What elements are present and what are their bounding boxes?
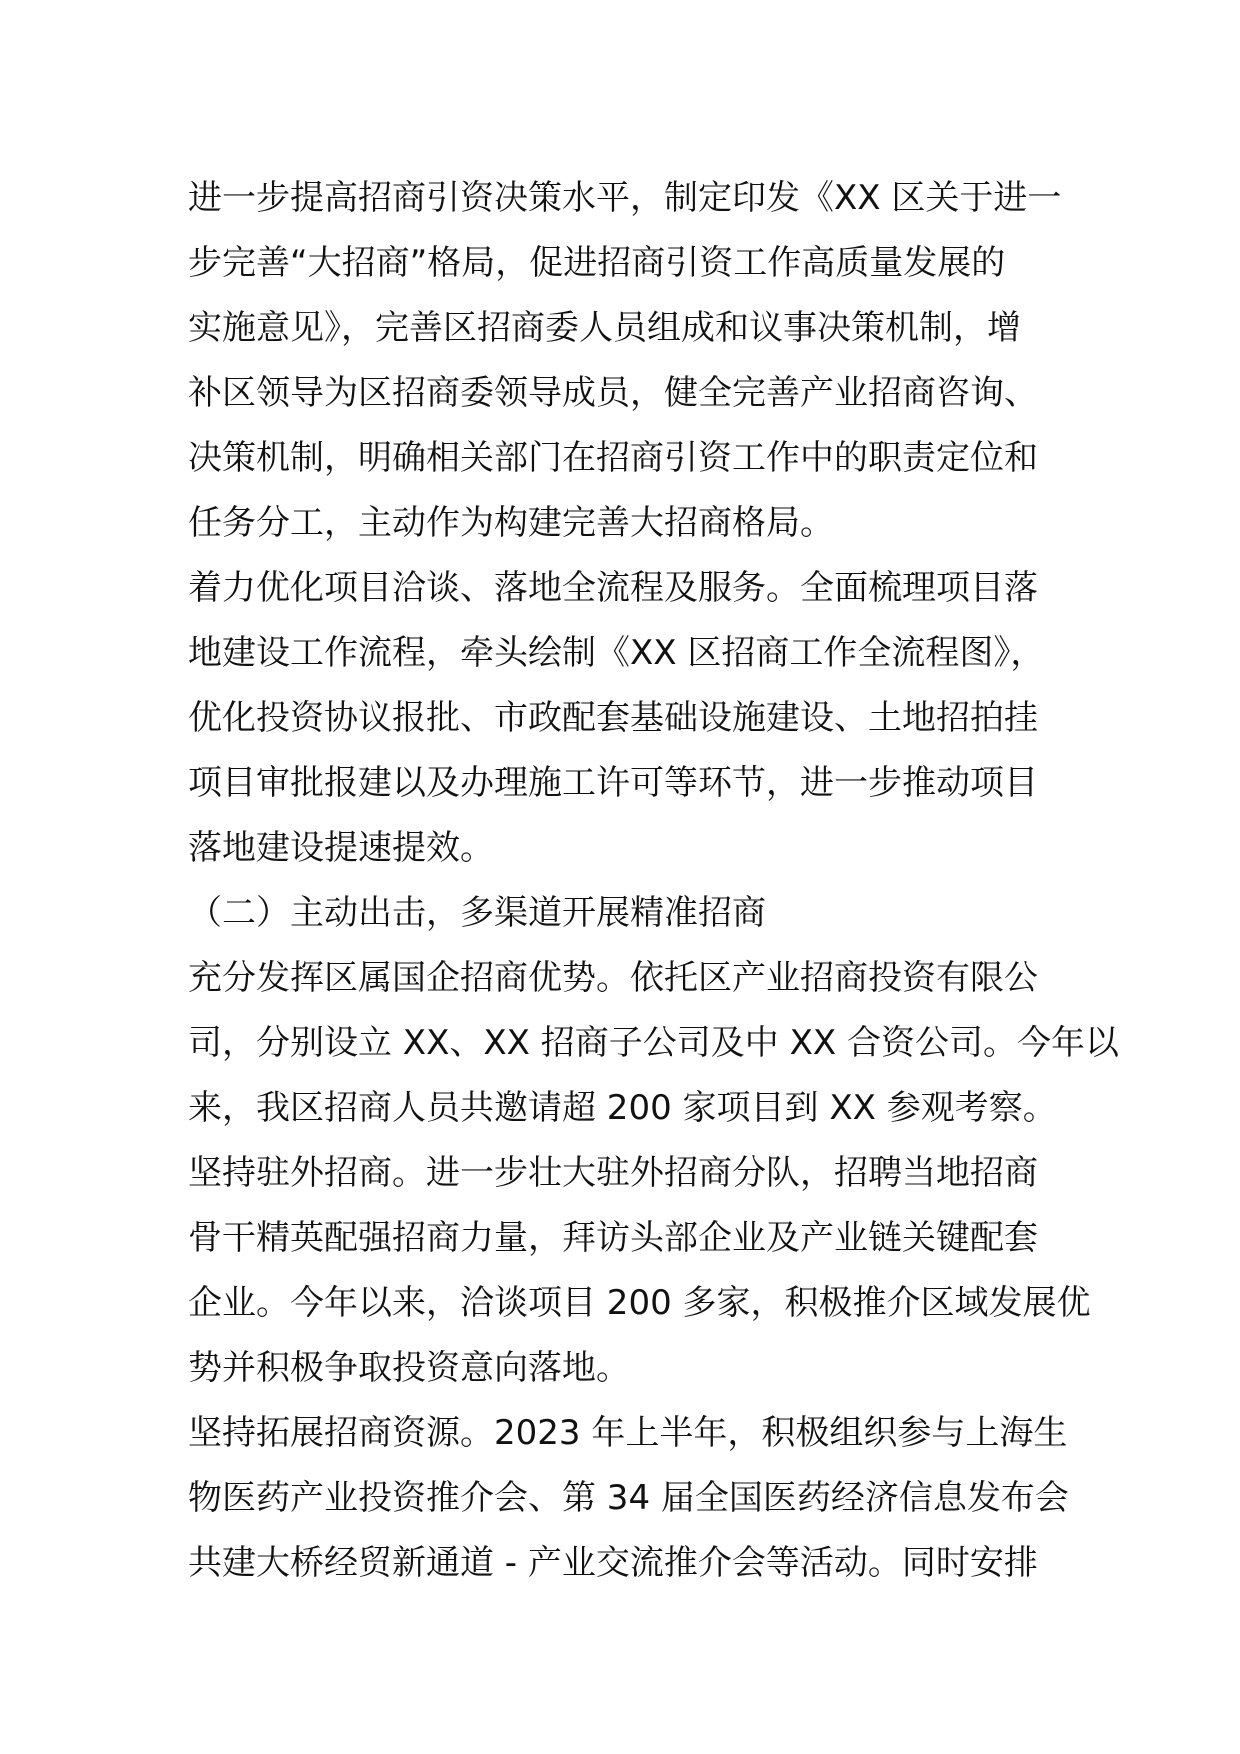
text-line: 落地建设提速提效。 bbox=[188, 828, 494, 868]
text-line: 坚持拓展招商资源。2023 年上半年，积极组织参与上海生 bbox=[188, 1413, 1068, 1453]
text-line: 地建设工作流程，牵头绘制《XX 区招商工作全流程图》， bbox=[188, 633, 1045, 673]
text-line: 企业。今年以来，洽谈项目 200 多家，积极推介区域发展优 bbox=[188, 1283, 1091, 1323]
text-line: 充分发挥区属国企招商优势。依托区产业招商投资有限公 bbox=[188, 958, 1038, 998]
text-line: 实施意见》，完善区招商委人员组成和议事决策机制，增 bbox=[188, 308, 1021, 348]
text-line: 步完善“大招商”格局，促进招商引资工作高质量发展的 bbox=[188, 243, 1006, 283]
text-line: 物医药产业投资推介会、第 34 届全国医药经济信息发布会 bbox=[188, 1478, 1069, 1518]
text-line: 骨干精英配强招商力量，拜访头部企业及产业链关键配套 bbox=[188, 1218, 1038, 1258]
text-line: 司，分别设立 XX、XX 招商子公司及中 XX 合资公司。今年以 bbox=[188, 1023, 1119, 1063]
text-line: 进一步提高招商引资决策水平，制定印发《XX 区关于进一 bbox=[188, 178, 1062, 218]
text-line: 来，我区招商人员共邀请超 200 家项目到 XX 参观考察。 bbox=[188, 1088, 1057, 1128]
text-line: 势并积极争取投资意向落地。 bbox=[188, 1348, 630, 1388]
text-line: 项目审批报建以及办理施工许可等环节，进一步推动项目 bbox=[188, 763, 1038, 803]
document-body-text bbox=[188, 166, 1119, 1596]
section-heading: （二）主动出击，多渠道开展精准招商 bbox=[188, 893, 766, 933]
text-line: 决策机制，明确相关部门在招商引资工作中的职责定位和 bbox=[188, 438, 1038, 478]
text-line: 坚持驻外招商。进一步壮大驻外招商分队，招聘当地招商 bbox=[188, 1153, 1038, 1193]
text-line: 共建大桥经贸新通道 - 产业交流推介会等活动。同时安排 bbox=[188, 1543, 1038, 1583]
text-line: 补区领导为区招商委领导成员，健全完善产业招商咨询、 bbox=[188, 373, 1038, 413]
text-line: 着力优化项目洽谈、落地全流程及服务。全面梳理项目落 bbox=[188, 568, 1038, 608]
text-line: 任务分工，主动作为构建完善大招商格局。 bbox=[188, 503, 834, 543]
text-line: 优化投资协议报批、市政配套基础设施建设、土地招拍挂 bbox=[188, 698, 1038, 738]
